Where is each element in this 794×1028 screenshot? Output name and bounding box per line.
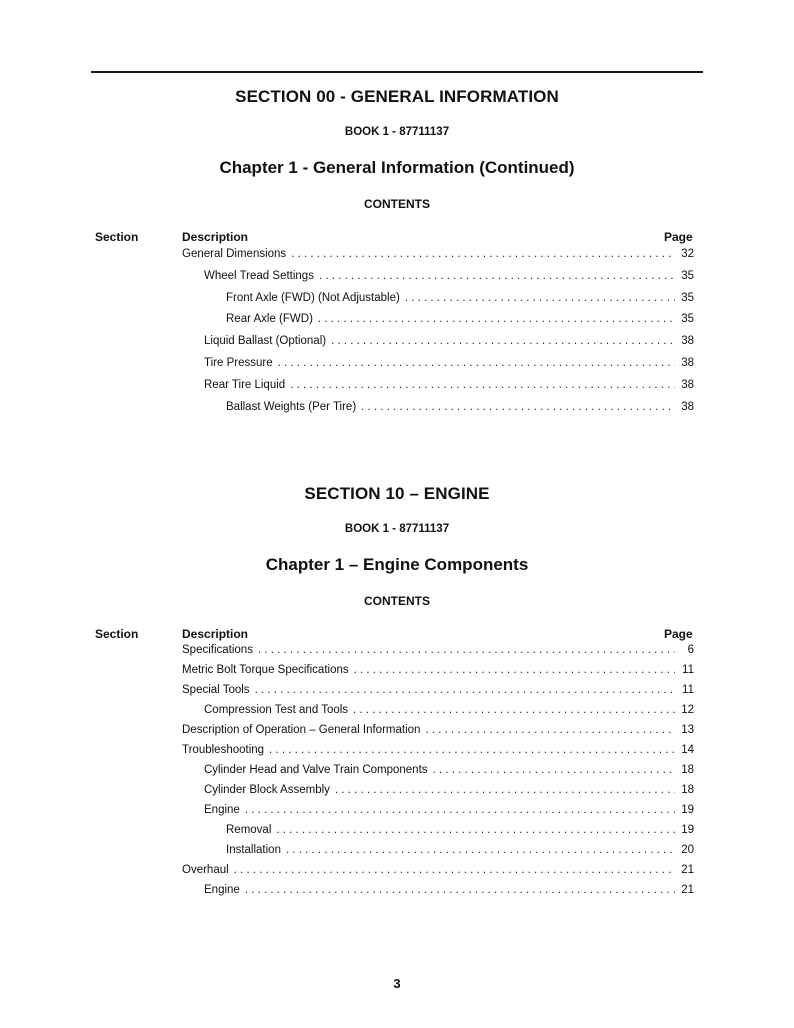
- dot-leader: [433, 764, 675, 776]
- toc-entry-page: 11: [682, 684, 694, 696]
- column-header-section: Section: [95, 627, 139, 641]
- dot-leader: [276, 824, 675, 836]
- dot-leader: [361, 401, 675, 413]
- toc-entry-page: 38: [681, 400, 694, 413]
- toc-entry-page: 18: [681, 764, 694, 776]
- toc-entry-label: Troubleshooting: [182, 744, 265, 756]
- dot-leader: [286, 844, 675, 856]
- toc-entry-label: Liquid Ballast (Optional): [204, 335, 327, 348]
- toc-entry-label: Overhaul: [182, 864, 229, 876]
- toc-entry-page: 35: [681, 269, 694, 282]
- toc-entry-page: 18: [681, 784, 694, 796]
- toc-entry-label: Compression Test and Tools: [204, 704, 349, 716]
- toc-entry-page: 20: [681, 844, 694, 856]
- dot-leader: [245, 884, 675, 896]
- dot-leader: [245, 804, 675, 816]
- toc-entry-page: 13: [681, 724, 694, 736]
- contents-label: CONTENTS: [364, 197, 430, 211]
- toc-entry-label: Specifications: [182, 644, 253, 656]
- toc-entry: [182, 644, 694, 664]
- dot-leader: [354, 664, 675, 676]
- toc-entry: [182, 804, 694, 824]
- toc-entry-label: Description of Operation – General Information: [182, 724, 421, 736]
- dot-leader: [258, 644, 675, 656]
- toc-entry-label: General Dimensions: [182, 248, 287, 260]
- toc-list-section-00: [182, 248, 694, 422]
- toc-entry: [182, 864, 694, 884]
- toc-entry-label: Engine: [204, 884, 240, 896]
- toc-entry-page: 35: [681, 291, 694, 304]
- toc-entry: [182, 335, 694, 357]
- toc-entry: [182, 744, 694, 764]
- toc-entry: [182, 844, 694, 864]
- toc-entry: [182, 824, 694, 844]
- toc-entry-page: 35: [681, 313, 694, 326]
- toc-entry: [182, 884, 694, 904]
- dot-leader: [255, 684, 675, 696]
- toc-entry-label: Metric Bolt Torque Specifications: [182, 664, 349, 676]
- book-number: BOOK 1 - 87711137: [344, 126, 450, 138]
- toc-entry: [182, 724, 694, 744]
- toc-entry-page: 38: [681, 378, 694, 391]
- dot-leader: [318, 313, 675, 325]
- toc-entry-label: Rear Axle (FWD): [226, 313, 313, 326]
- toc-entry: [182, 248, 694, 270]
- column-header-page: Page: [664, 230, 693, 244]
- section-title: SECTION 00 - GENERAL INFORMATION: [235, 87, 559, 106]
- toc-entry: [182, 704, 694, 724]
- page-number: 3: [393, 976, 401, 991]
- toc-entry: [182, 270, 694, 292]
- toc-entry-page: 32: [681, 248, 694, 260]
- toc-entry: [182, 313, 694, 335]
- toc-entry: [182, 292, 694, 314]
- toc-entry-page: 21: [681, 864, 694, 876]
- top-rule: [91, 71, 703, 73]
- section-title: SECTION 10 – ENGINE: [304, 484, 490, 503]
- toc-entry-label: Front Axle (FWD) (Not Adjustable): [226, 291, 400, 304]
- toc-entry-label: Ballast Weights (Per Tire): [226, 400, 357, 413]
- toc-entry-page: 12: [681, 704, 694, 716]
- toc-list-section-10: [182, 644, 694, 904]
- toc-entry-label: Cylinder Head and Valve Train Components: [204, 764, 428, 776]
- toc-entry-label: Wheel Tread Settings: [204, 269, 314, 282]
- toc-entry-label: Special Tools: [182, 684, 250, 696]
- chapter-title: Chapter 1 - General Information (Continued): [219, 158, 575, 177]
- toc-entry-label: Engine: [204, 804, 240, 816]
- dot-leader: [290, 379, 675, 391]
- dot-leader: [269, 744, 675, 756]
- column-header-page: Page: [664, 627, 693, 641]
- toc-entry-label: Cylinder Block Assembly: [204, 784, 330, 796]
- toc-entry: [182, 357, 694, 379]
- toc-entry-page: 19: [681, 804, 694, 816]
- column-header-section: Section: [95, 230, 139, 244]
- dot-leader: [234, 864, 675, 876]
- toc-entry-label: Removal: [226, 824, 272, 836]
- toc-entry-label: Tire Pressure: [204, 356, 273, 369]
- dot-leader: [278, 357, 675, 369]
- toc-entry-page: 14: [681, 744, 694, 756]
- toc-entry: [182, 379, 694, 401]
- toc-entry: [182, 784, 694, 804]
- dot-leader: [353, 704, 675, 716]
- toc-entry: [182, 401, 694, 423]
- toc-entry-page: 38: [681, 335, 694, 348]
- chapter-title: Chapter 1 – Engine Components: [265, 555, 529, 574]
- toc-entry-label: Rear Tire Liquid: [204, 378, 286, 391]
- toc-entry: [182, 664, 694, 684]
- toc-entry-page: 6: [687, 644, 694, 656]
- contents-label: CONTENTS: [364, 594, 430, 608]
- dot-leader: [405, 292, 675, 304]
- dot-leader: [319, 270, 675, 282]
- toc-entry-page: 19: [681, 824, 694, 836]
- toc-entry: [182, 684, 694, 704]
- column-header-description: Description: [182, 230, 249, 244]
- toc-entry-label: Installation: [226, 844, 281, 856]
- toc-entry: [182, 764, 694, 784]
- column-header-description: Description: [182, 627, 249, 641]
- dot-leader: [425, 724, 675, 736]
- dot-leader: [331, 335, 675, 347]
- toc-entry-page: 38: [681, 356, 694, 369]
- toc-entry-page: 11: [682, 664, 694, 676]
- dot-leader: [335, 784, 675, 796]
- book-number: BOOK 1 - 87711137: [344, 523, 450, 535]
- dot-leader: [291, 248, 675, 260]
- toc-entry-page: 21: [681, 884, 694, 896]
